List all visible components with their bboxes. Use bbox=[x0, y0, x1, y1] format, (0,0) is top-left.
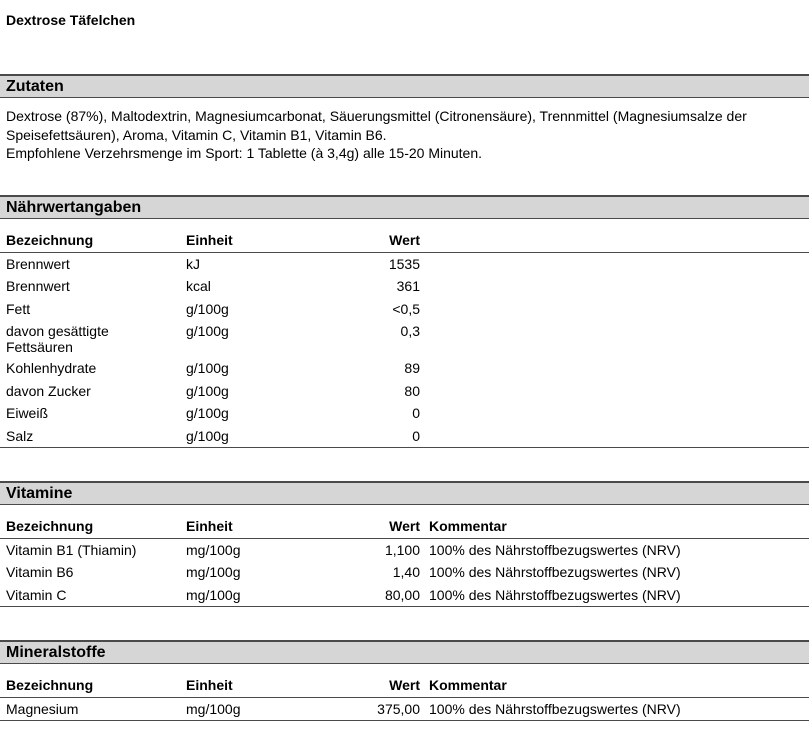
row-unit: mg/100g bbox=[186, 701, 241, 717]
row-value: 80 bbox=[404, 382, 420, 399]
row-value: 0 bbox=[412, 427, 420, 444]
row-value: 1,40 bbox=[392, 564, 420, 580]
row-comment: 100% des Nährstoffbezugswertes (NRV) bbox=[429, 542, 681, 558]
table-row bbox=[0, 253, 809, 276]
column-header-bezeichnung: Bezeichnung bbox=[6, 231, 94, 248]
recommended-dose: Empfohlene Verzehrsmenge im Sport: 1 Tablette (à 3,4g) alle 15-20 Minuten. bbox=[6, 145, 483, 161]
vitamine-heading: Vitamine bbox=[6, 485, 73, 502]
row-value: 1,100 bbox=[384, 542, 420, 558]
row-value: 0 bbox=[412, 405, 420, 421]
column-header-einheit: Einheit bbox=[186, 676, 233, 693]
row-unit: mg/100g bbox=[186, 564, 241, 580]
row-comment: 100% des Nährstoffbezugswertes (NRV) bbox=[429, 586, 681, 603]
row-unit: g/100g bbox=[186, 360, 229, 376]
column-header-wert: Wert bbox=[389, 676, 420, 693]
table-row bbox=[0, 402, 809, 425]
column-header-wert: Wert bbox=[389, 517, 420, 534]
product-title: Dextrose Täfelchen bbox=[6, 12, 136, 28]
table-row bbox=[0, 561, 809, 584]
table-row bbox=[0, 539, 809, 562]
naehrwerte-heading: Nährwertangaben bbox=[6, 199, 142, 216]
column-header-einheit: Einheit bbox=[186, 231, 233, 248]
naehrwerte-header bbox=[0, 195, 809, 219]
column-header-kommentar: Kommentar bbox=[429, 517, 507, 534]
row-value: 375,00 bbox=[377, 701, 420, 717]
row-unit: g/100g bbox=[186, 427, 229, 444]
row-name: Brennwert bbox=[6, 278, 70, 294]
row-value: 1535 bbox=[388, 256, 420, 272]
zutaten-text bbox=[6, 107, 806, 163]
table-row bbox=[0, 320, 809, 357]
row-value: 89 bbox=[404, 360, 420, 376]
column-header-kommentar: Kommentar bbox=[429, 676, 507, 693]
table-header-row bbox=[0, 513, 809, 539]
row-unit: g/100g bbox=[186, 300, 229, 317]
vitamine-table bbox=[0, 513, 809, 607]
row-unit: g/100g bbox=[186, 323, 229, 339]
column-header-einheit: Einheit bbox=[186, 517, 233, 534]
table-row bbox=[0, 357, 809, 380]
naehrwerte-table bbox=[0, 227, 809, 448]
row-comment: 100% des Nährstoffbezugswertes (NRV) bbox=[429, 564, 681, 580]
table-header-row bbox=[0, 227, 809, 253]
table-row bbox=[0, 584, 809, 607]
row-name: Vitamin B1 (Thiamin) bbox=[6, 542, 137, 558]
table-row bbox=[0, 425, 809, 448]
mineralstoffe-table bbox=[0, 672, 809, 721]
row-unit: g/100g bbox=[186, 382, 229, 399]
row-name: davon Zucker bbox=[6, 382, 91, 399]
zutaten-heading: Zutaten bbox=[6, 78, 64, 95]
table-row bbox=[0, 298, 809, 321]
row-value: 0,3 bbox=[400, 323, 420, 339]
row-unit: g/100g bbox=[186, 405, 229, 421]
table-row bbox=[0, 698, 809, 721]
zutaten-header bbox=[0, 74, 809, 98]
column-header-wert: Wert bbox=[389, 231, 420, 248]
row-unit: mg/100g bbox=[186, 586, 241, 603]
mineralstoffe-heading: Mineralstoffe bbox=[6, 644, 106, 661]
row-name: Salz bbox=[6, 427, 34, 444]
mineralstoffe-header bbox=[0, 640, 809, 664]
row-name: Vitamin B6 bbox=[6, 564, 74, 580]
row-name: Magnesium bbox=[6, 701, 79, 717]
column-header-bezeichnung: Bezeichnung bbox=[6, 676, 94, 693]
vitamine-header bbox=[0, 481, 809, 505]
row-name: Fett bbox=[6, 300, 31, 317]
row-comment: 100% des Nährstoffbezugswertes (NRV) bbox=[429, 701, 681, 717]
table-row bbox=[0, 380, 809, 403]
row-unit: kcal bbox=[186, 278, 211, 294]
row-name: Eiweiß bbox=[6, 405, 49, 421]
table-row bbox=[0, 275, 809, 298]
column-header-bezeichnung: Bezeichnung bbox=[6, 517, 94, 534]
row-value: 80,00 bbox=[384, 586, 420, 603]
table-header-row bbox=[0, 672, 809, 698]
row-unit: mg/100g bbox=[186, 542, 241, 558]
row-name: Brennwert bbox=[6, 256, 70, 272]
row-value: 361 bbox=[396, 278, 420, 294]
row-name: Kohlenhydrate bbox=[6, 360, 97, 376]
row-unit: kJ bbox=[186, 256, 200, 272]
row-value: <0,5 bbox=[392, 300, 420, 317]
ingredients-list: Dextrose (87%), Maltodextrin, Magnesiumcarbonat, Säuerungsmittel (Citronensäure), Trennmittel (Magnesiumsalze der Speisefettsäuren), Aroma, Vitamin C, Vitamin B1, Vitamin B6. bbox=[6, 108, 747, 143]
row-name: Vitamin C bbox=[6, 586, 67, 603]
row-name: davon gesättigte Fettsäuren bbox=[6, 323, 109, 355]
